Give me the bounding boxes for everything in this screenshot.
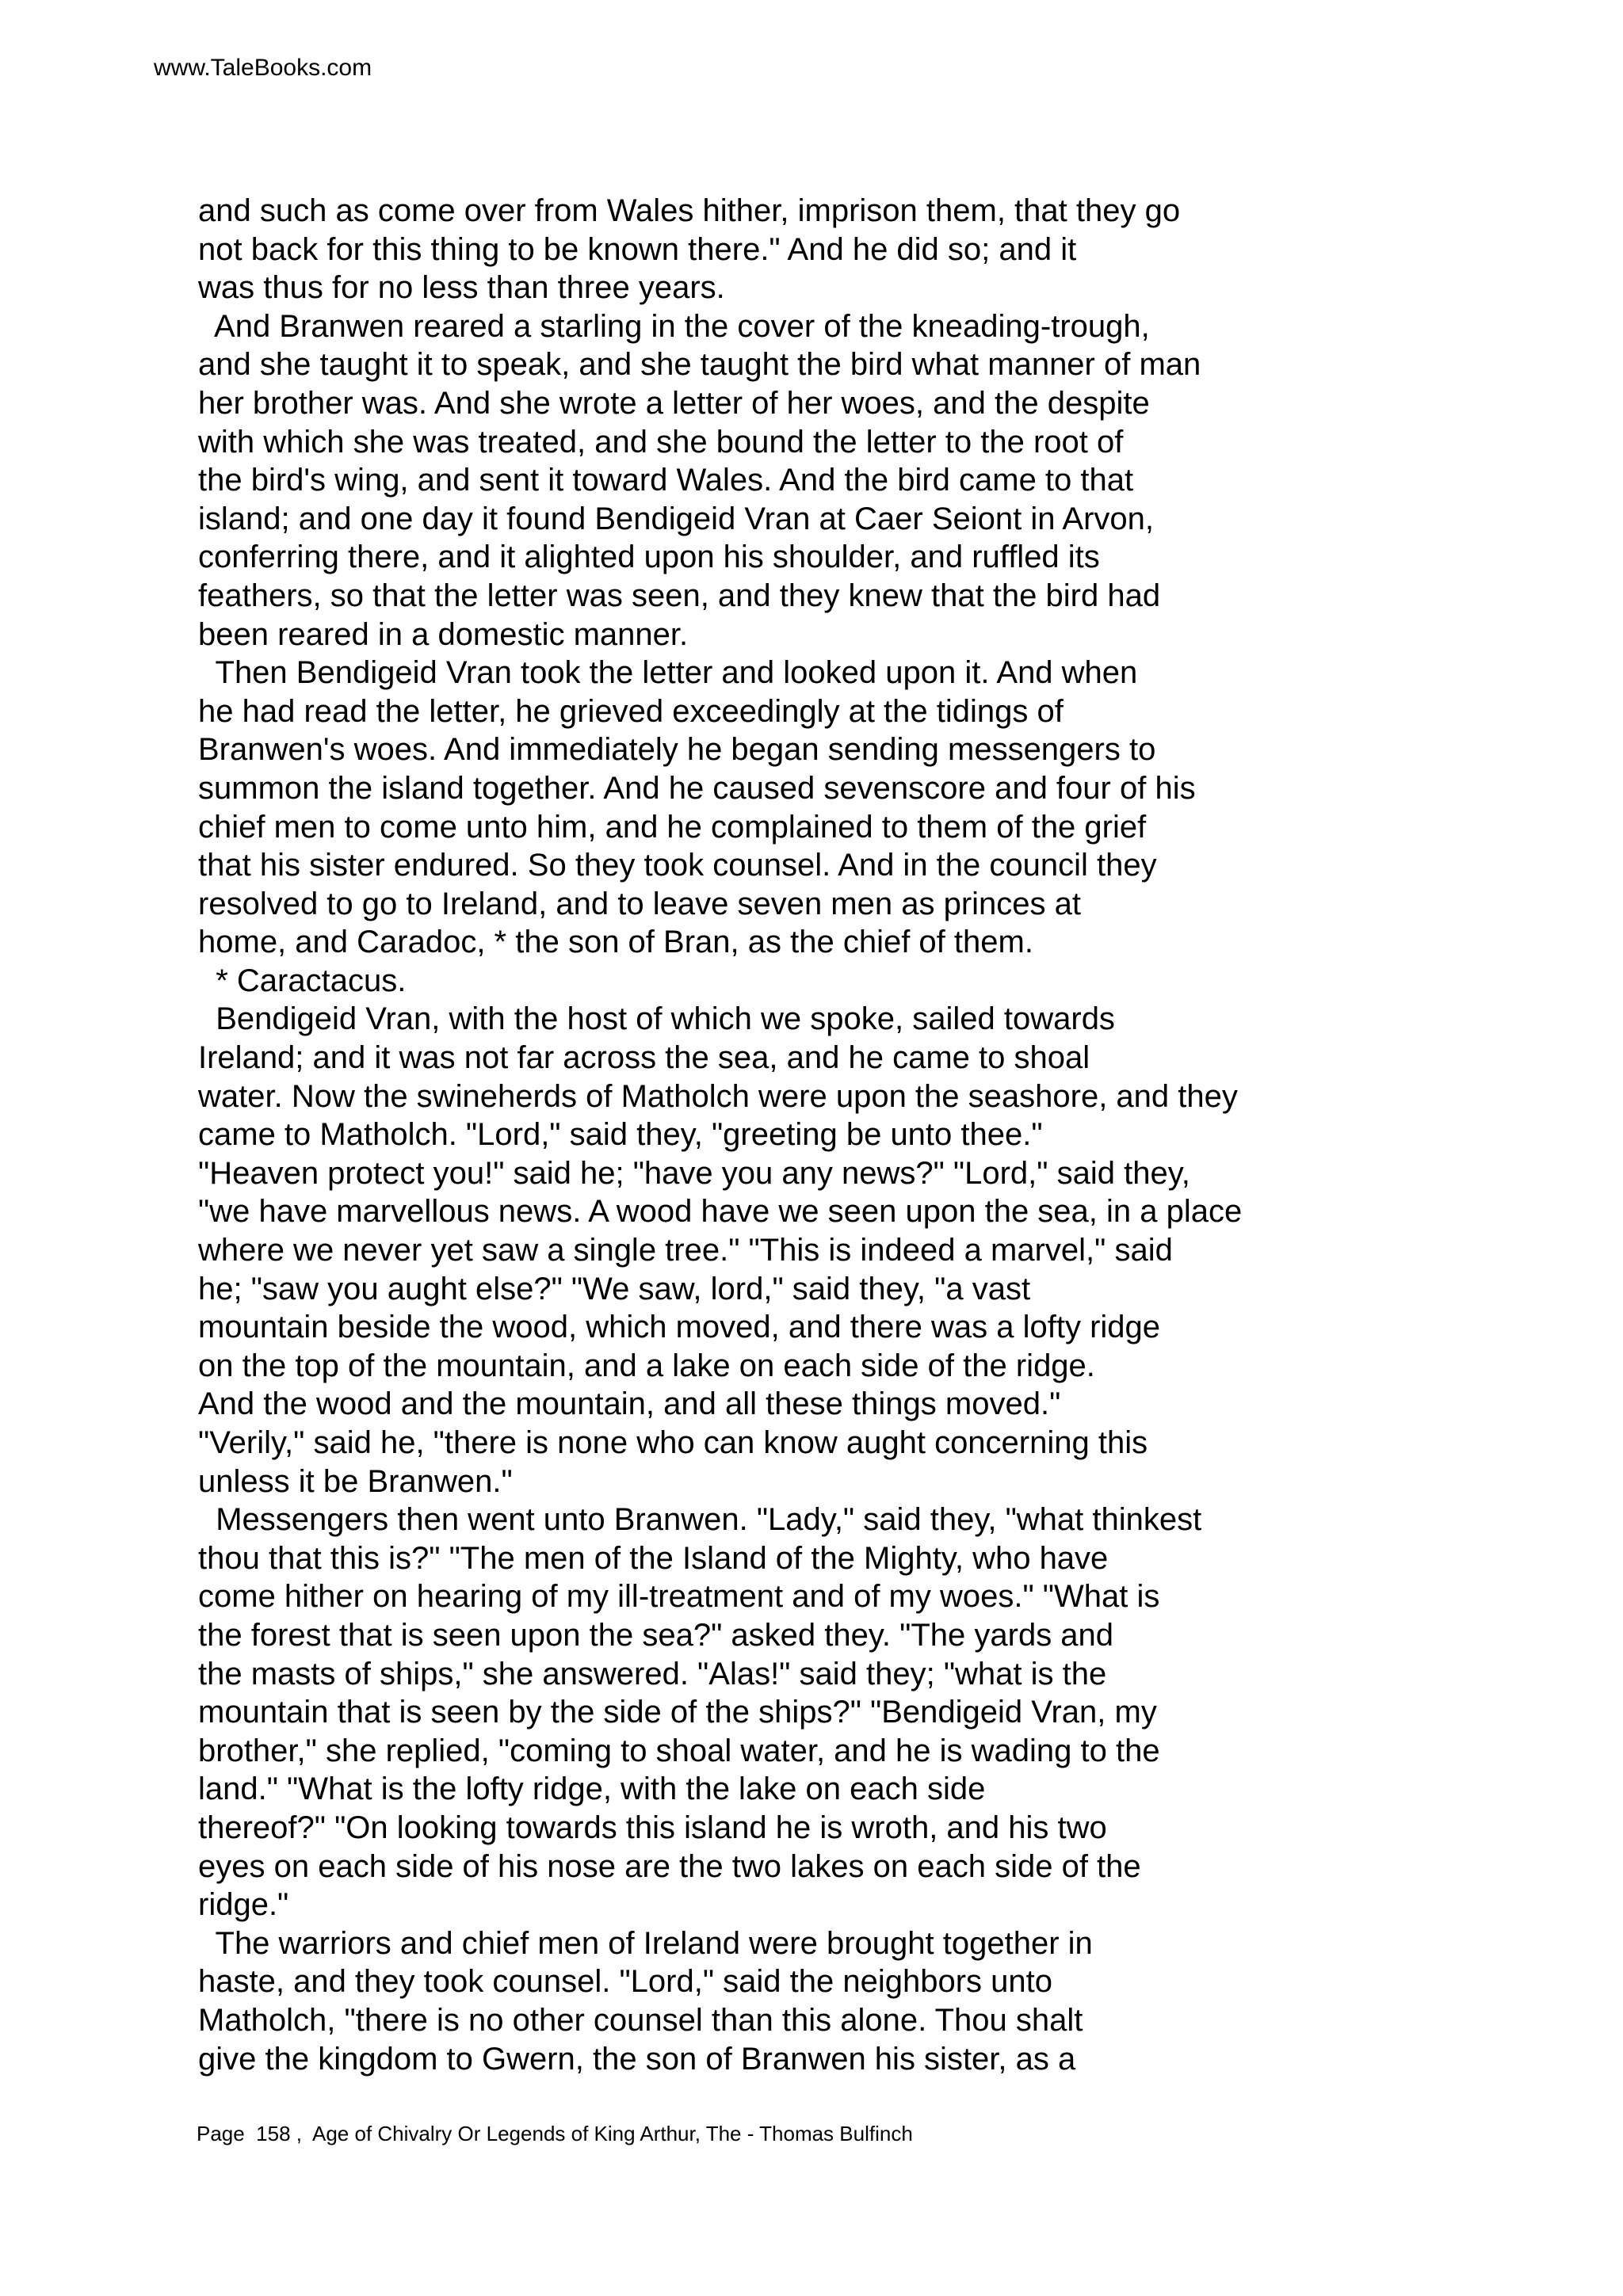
text-line: land." "What is the lofty ridge, with the lake on each side: [198, 1772, 986, 1807]
text-line: "Verily," said he, "there is none who can know aught concerning this: [198, 1425, 1148, 1460]
text-line: brother," she replied, "coming to shoal water, and he is wading to the: [198, 1733, 1160, 1768]
text-line: he; "saw you aught else?" "We saw, lord," said they, "a vast: [198, 1271, 1031, 1306]
text-line: the forest that is seen upon the sea?" asked they. "The yards and: [198, 1617, 1114, 1653]
text-line: feathers, so that the letter was seen, and they knew that the bird had: [198, 578, 1161, 613]
text-line: unless it be Branwen.": [198, 1463, 513, 1499]
footnote-line: * Caractacus.: [198, 963, 407, 998]
text-line: island; and one day it found Bendigeid Vran at Caer Seiont in Arvon,: [198, 501, 1154, 536]
text-line: summon the island together. And he caused sevenscore and four of his: [198, 770, 1196, 806]
text-line: and she taught it to speak, and she taught the bird what manner of man: [198, 347, 1201, 383]
text-line: chief men to come unto him, and he complained to them of the grief: [198, 809, 1147, 845]
body-text: [198, 192, 1545, 2078]
text-line: home, and Caradoc, * the son of Bran, as the chief of them.: [198, 925, 1033, 960]
text-line: Then Bendigeid Vran took the letter and looked upon it. And when: [198, 655, 1138, 691]
text-line: Messengers then went unto Branwen. "Lady," said they, "what thinkest: [198, 1502, 1202, 1538]
text-line: Branwen's woes. And immediately he began sending messengers to: [198, 732, 1156, 768]
text-line: "we have marvellous news. A wood have we seen upon the sea, in a place: [198, 1194, 1243, 1230]
text-line: with which she was treated, and she bound the letter to the root of: [198, 424, 1124, 460]
text-line: resolved to go to Ireland, and to leave seven men as princes at: [198, 886, 1082, 921]
text-line: The warriors and chief men of Ireland were brought together in: [198, 1925, 1093, 1961]
text-line: came to Matholch. "Lord," said they, "greeting be unto thee.": [198, 1117, 1043, 1153]
text-line: And the wood and the mountain, and all these things moved.": [198, 1386, 1061, 1422]
text-line: where we never yet saw a single tree." "This is indeed a marvel," said: [198, 1233, 1173, 1268]
text-line: water. Now the swineherds of Matholch were upon the seashore, and they: [198, 1078, 1238, 1114]
text-line: come hither on hearing of my ill-treatment and of my woes." "What is: [198, 1579, 1160, 1615]
text-line: thou that this is?" "The men of the Island of the Mighty, who have: [198, 1540, 1109, 1576]
site-url: www.TaleBooks.com: [154, 55, 372, 81]
text-line: "Heaven protect you!" said he; "have you any news?" "Lord," said they,: [198, 1155, 1190, 1191]
text-line: been reared in a domestic manner.: [198, 616, 689, 652]
text-line: Bendigeid Vran, with the host of which we spoke, sailed towards: [198, 1001, 1115, 1037]
text-line: mountain that is seen by the side of the ships?" "Bendigeid Vran, my: [198, 1695, 1157, 1730]
text-line: that his sister endured. So they took counsel. And in the council they: [198, 848, 1157, 883]
text-line: give the kingdom to Gwern, the son of Branwen his sister, as a: [198, 2041, 1076, 2077]
text-line: he had read the letter, he grieved exceedingly at the tidings of: [198, 693, 1064, 729]
text-line: not back for this thing to be known there." And he did so; and it: [198, 231, 1077, 267]
text-line: thereof?" "On looking towards this island he is wroth, and his two: [198, 1810, 1107, 1845]
text-line: conferring there, and it alighted upon his shoulder, and ruffled its: [198, 540, 1100, 575]
text-line: her brother was. And she wrote a letter of her woes, and the despite: [198, 385, 1150, 421]
text-line: on the top of the mountain, and a lake on each side of the ridge.: [198, 1348, 1095, 1383]
text-line: was thus for no less than three years.: [198, 270, 725, 306]
text-line: Matholch, "there is no other counsel than this alone. Thou shalt: [198, 2002, 1083, 2038]
text-line: Ireland; and it was not far across the sea, and he came to shoal: [198, 1040, 1090, 1076]
text-line: and such as come over from Wales hither, imprison them, that they go: [198, 193, 1181, 228]
text-line: haste, and they took counsel. "Lord," said the neighbors unto: [198, 1964, 1053, 2000]
text-line: ridge.": [198, 1887, 289, 1923]
page-footer: Page 158 , Age of Chivalry Or Legends of King Arthur, The - Thomas Bulfinch: [197, 2122, 913, 2145]
text-line: mountain beside the wood, which moved, and there was a lofty ridge: [198, 1310, 1161, 1345]
text-line: the bird's wing, and sent it toward Wales. And the bird came to that: [198, 463, 1134, 498]
text-line: the masts of ships," she answered. "Alas!" said they; "what is the: [198, 1656, 1107, 1691]
text-line: And Branwen reared a starling in the cover of the kneading-trough,: [198, 308, 1150, 344]
text-line: eyes on each side of his nose are the two lakes on each side of the: [198, 1848, 1141, 1884]
